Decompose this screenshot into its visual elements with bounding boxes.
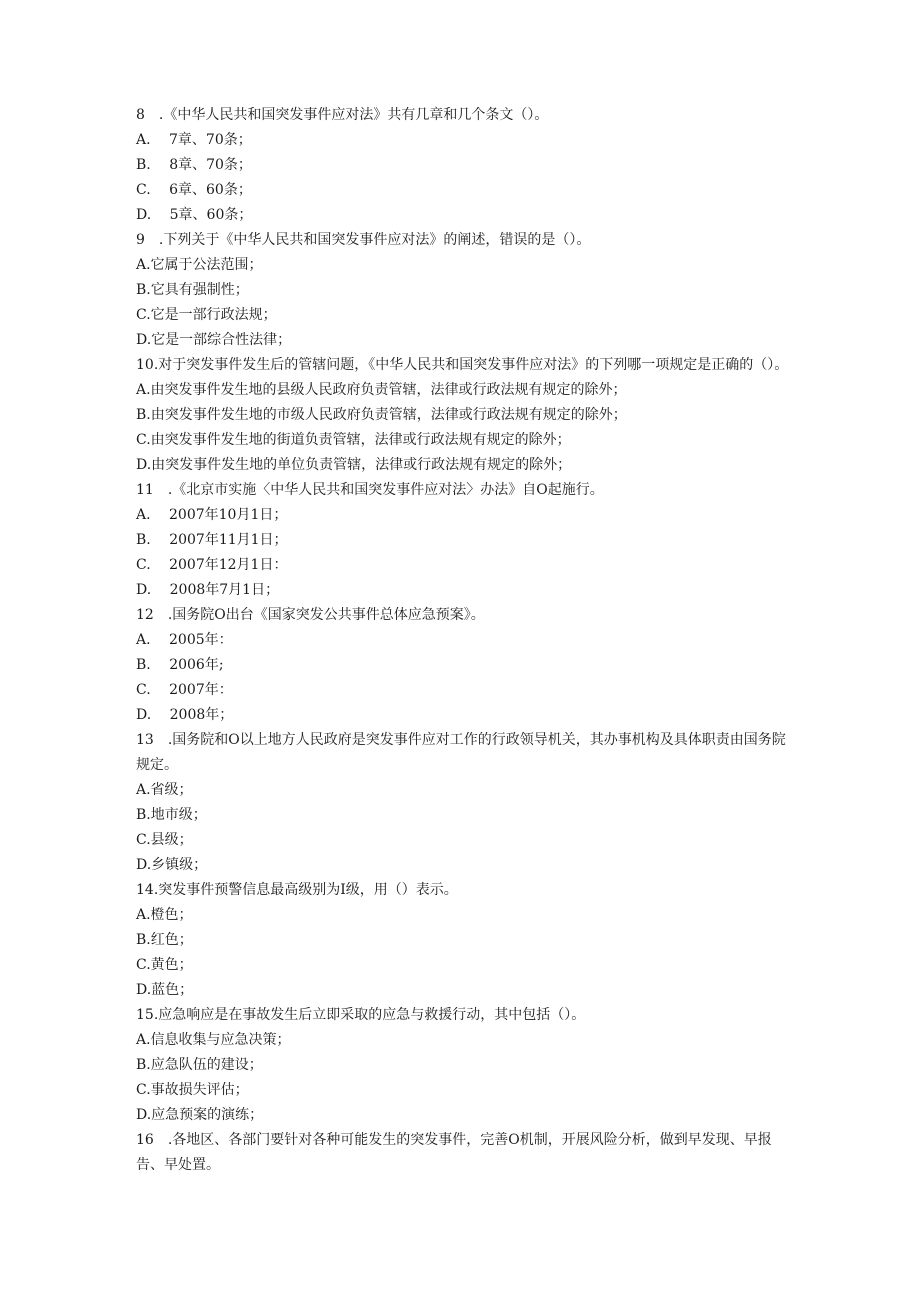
option-b: B. 8章、70条；: [136, 157, 252, 173]
question-stem: 13 .国务院和O以上地方人民政府是突发事件应对工作的行政领导机关，其办事机构及具体职责由国务院规定。: [136, 732, 786, 773]
option-b: B.红色；: [136, 932, 193, 948]
option-a: A. 7章、70条；: [136, 132, 252, 148]
question-stem: 15.应急响应是在事故发生后立即采取的应急与救援行动，其中包括（）。: [136, 1007, 586, 1023]
option-b: B.应急队伍的建设；: [136, 1057, 263, 1073]
question-9: [136, 228, 796, 353]
option-a: A.橙色；: [136, 907, 193, 923]
question-stem: 9 .下列关于《中华人民共和国突发事件应对法》的阐述，错误的是（）。: [136, 232, 591, 248]
option-b: B.由突发事件发生地的市级人民政府负责管辖，法律或行政法规有规定的除外；: [136, 407, 627, 423]
question-stem: 8 .《中华人民共和国突发事件应对法》共有几章和几个条文（）。: [136, 107, 549, 123]
question-12: [136, 603, 796, 728]
option-a: A.由突发事件发生地的县级人民政府负责管辖，法律或行政法规有规定的除外；: [136, 382, 627, 398]
question-stem: 11 .《北京市实施〈中华人民共和国突发事件应对法〉办法》自O起施行。: [136, 482, 604, 498]
question-10: [136, 353, 796, 478]
question-11: [136, 478, 796, 603]
option-b: B. 2007年11月1日；: [136, 532, 288, 548]
option-c: C.黄色；: [136, 957, 193, 973]
option-c: C. 6章、60条；: [136, 182, 252, 198]
option-c: C.县级；: [136, 832, 193, 848]
question-stem: 14.突发事件预警信息最高级别为I级，用（）表示。: [136, 882, 458, 898]
option-a: A. 2007年10月1日；: [136, 507, 288, 523]
option-a: A. 2005年：: [136, 632, 233, 648]
question-15: [136, 1003, 796, 1128]
option-b: B. 2006年;: [136, 657, 224, 673]
option-c: C. 2007年12月1日：: [136, 557, 288, 573]
option-c: C.由突发事件发生地的街道负责管辖，法律或行政法规有规定的除外；: [136, 432, 571, 448]
question-13: [136, 728, 796, 878]
question-16: [136, 1128, 796, 1178]
option-d: D. 2008年；: [136, 707, 234, 723]
option-b: B.地市级；: [136, 807, 207, 823]
option-b: B.它具有强制性；: [136, 282, 249, 298]
question-stem: 16 .各地区、各部门要针对各种可能发生的突发事件，完善O机制，开展风险分析，做到早发现、早报告、早处置。: [136, 1132, 772, 1173]
option-d: D.乡镇级；: [136, 857, 208, 873]
option-d: D. 2008年7月1日；: [136, 582, 280, 598]
option-d: D. 5章、60条；: [136, 207, 253, 223]
question-stem: 10.对于突发事件发生后的管辖问题，《中华人民共和国突发事件应对法》的下列哪一项规定是正确的（）。: [136, 357, 789, 373]
option-d: D.蓝色；: [136, 982, 194, 998]
option-d: D.由突发事件发生地的单位负责管辖，法律或行政法规有规定的除外；: [136, 457, 572, 473]
question-8: [136, 103, 796, 228]
option-a: A.它属于公法范围；: [136, 257, 263, 273]
question-list: [136, 103, 796, 1178]
option-d: D.它是一部综合性法律；: [136, 332, 292, 348]
option-d: D.应急预案的演练；: [136, 1107, 264, 1123]
option-c: C. 2007年：: [136, 682, 233, 698]
option-a: A.信息收集与应急决策；: [136, 1032, 291, 1048]
option-c: C.它是一部行政法规；: [136, 307, 277, 323]
option-c: C.事故损失评估；: [136, 1082, 249, 1098]
option-a: A.省级；: [136, 782, 193, 798]
question-stem: 12 .国务院O出台《国家突发公共事件总体应急预案》。: [136, 607, 485, 623]
question-14: [136, 878, 796, 1003]
